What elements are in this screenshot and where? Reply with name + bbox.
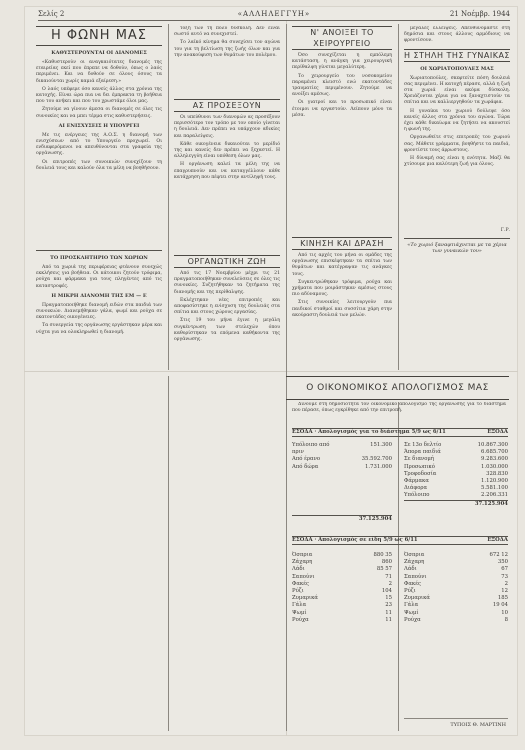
- row-value: 71: [385, 573, 392, 580]
- page-number: Σελίς 2: [38, 10, 65, 18]
- row-label: Ζάχαρη: [292, 559, 313, 566]
- total-value: 37.125.904: [358, 515, 392, 522]
- article-paragraph: Με τις ενέργειες της Α.Ο.Σ. η διανομή των ενισχύσεων από το Υπουργείο προχωρεί. Οι ενδιαφερόμενοι να απευθύνονται στα γραφεία της οργάνωσης.: [36, 132, 162, 157]
- accounts-intro: [292, 402, 506, 424]
- row-value: 35.592.700: [361, 456, 392, 463]
- article-paragraph: Εκλέχτηκαν νέες επιτροπές και αποφασίστηκε η ενίσχυση της δουλειάς στα σπίτια και στους χώρους εργασίας.: [174, 297, 280, 316]
- table-total-row: [404, 500, 508, 508]
- row-value: 328.830: [486, 470, 508, 477]
- table-row: [404, 574, 508, 581]
- row-value: 67: [501, 566, 508, 573]
- row-label: Όσπρια: [404, 552, 425, 558]
- table-header-income: ΕΣΟΔΑ · Απολογισμός σε είδη 5/9 ως 6/11: [292, 537, 418, 543]
- table-row: [404, 464, 508, 471]
- row-label: Ρύζι: [404, 588, 416, 595]
- row-label: Φακές: [404, 580, 421, 587]
- article-paragraph: Οι υπεύθυνοι των διανομών ας προσέξουν περισσότερο τον τρόπο με τον οποίο γίνεται η δουλειά. Δεν πρέπει να υπάρχουν αδικίες και παραλείψεις.: [174, 115, 280, 139]
- article-subheading: ΚΑΘΥΣΤΕΡΟΥΝΤΑΙ ΟΙ ΔΙΑΝΟΜΕΣ: [51, 50, 147, 56]
- row-label: Τροφοδοσία: [404, 470, 437, 477]
- table-row: [404, 471, 508, 478]
- row-value: 2: [388, 580, 392, 587]
- row-label: Ζυμαρικά: [292, 595, 318, 602]
- table-row: [404, 559, 508, 566]
- table-row: [404, 602, 508, 609]
- article-subheading: ΑΙ ΕΝΙΣΧΥΣΕΙΣ Η ΥΠΟΥΡΓΕΙ: [58, 122, 140, 129]
- row-value: 880 35: [373, 552, 392, 558]
- article-paragraph: Τα συνεργεία της οργάνωσης εργάστηκαν μέρα και νύχτα για να ολοκληρωθεί η διανομή.: [36, 323, 162, 335]
- row-label: Υπόλοιπο: [404, 492, 430, 499]
- table-row: [292, 595, 392, 602]
- table-row: [404, 566, 508, 573]
- row-label: Σε 13ο δελτίο: [404, 442, 442, 448]
- row-value: 151.300: [370, 442, 392, 448]
- article-heading-womens-column: Η ΣΤΗΛΗ ΤΗΣ ΓΥΝΑΙΚΑΣ: [404, 50, 510, 60]
- row-value: 9.283.600: [481, 456, 508, 463]
- column-1: [36, 26, 162, 731]
- article-paragraph: Από τις αρχές του μήνα οι ομάδες της οργάνωσης επισκέφτηκαν τα σπίτια των θυμάτων και κατέγραψαν τις ανάγκες τους.: [292, 253, 392, 277]
- article-paragraph: μεγάλες ελλείψεις. Απευθυνόμαστε στη δημόσια και στους άλλους αρμόδιους να φροντίσουν.: [404, 26, 510, 44]
- section-rule: [36, 250, 162, 251]
- article-paragraph: Η δύναμή σας είναι η ενότητα. Μαζί θα χτίσουμε μια καλύτερη ζωή για όλους.: [404, 156, 510, 168]
- row-value: 1.731.000: [365, 463, 392, 470]
- row-label: Λάδι: [292, 566, 305, 573]
- article-subheading: ΟΙ ΧΩΡΙΑΤΟΠΟΥΛΕΣ ΜΑΣ: [420, 65, 494, 72]
- row-label: Ψωμί: [404, 609, 419, 616]
- article-heading-action: ΚΙΝΗΣΗ ΚΑΙ ΔΡΑΣΗ: [292, 237, 392, 250]
- row-label: Σαπούνι: [292, 573, 315, 580]
- row-label: Προσωπικό: [404, 463, 435, 470]
- row-value: 11: [385, 609, 392, 616]
- column-rule: [398, 402, 399, 731]
- article-paragraph: Οργανωθείτε στις επιτροπές του χωριού σας. Μάθετε γράμματα, βοηθήστε τα παιδιά, φροντίστε τους άρρωστους.: [404, 135, 510, 153]
- article-paragraph: τοξη των τη πολύ δυσκολη. Δεν είναι σωστό αυτό να συνεχιστεί.: [174, 26, 280, 38]
- row-label: Διάφορα: [404, 485, 428, 492]
- article-paragraph: Στις συνοικίες λειτουργούν πια παιδικοί σταθμοί και συσσίτια χάρη στην ακούραστη δουλειά των μελών.: [292, 300, 392, 318]
- article-paragraph: Στις 19 του μήνα έγινε η μεγάλη συγκέντρωση των στελεχών όπου καθορίστηκαν τα επόμενα καθήκοντα της οργάνωσης.: [174, 318, 280, 343]
- article-paragraph: Πραγματοποιήθηκε διανομή ειδών στα παιδιά των συνοικιών. Διανεμήθηκαν γάλα, ψωμί και ρούχα σε εκατοντάδες οικογένειες.: [36, 302, 162, 321]
- article-heading-surgery: Ν' ΑΝΟΙΞΕΙ ΤΟ ΧΕΙΡΟΥΡΓΕΙΟ: [292, 26, 392, 50]
- table-row: [292, 574, 392, 581]
- row-label: Λάδι: [404, 566, 417, 573]
- row-label: Γάλα: [292, 602, 307, 609]
- row-value: 1.120.900: [481, 478, 508, 485]
- column-rule: [168, 24, 169, 370]
- row-value: 104: [381, 588, 392, 595]
- row-value: 2.206.331: [481, 492, 508, 499]
- newspaper-title: «ΑΛΛΗΛΕΓΓΥΗ»: [237, 10, 311, 18]
- table-header-expense: ΕΞΟΔΑ: [487, 537, 508, 543]
- article-paragraph: Χωριατοπούλες, σκεφτείτε πόση δουλειά σας περιμένει. Η κατοχή πέρασε, αλλά η ζωή στα χωριά είναι ακόμα δύσκολη. Χρειάζονται χέρια για να ξαναχτιστούν τα σπίτια και να καλλιεργηθούν τα χωράφια.: [404, 75, 510, 106]
- row-label: Ρούχα: [292, 616, 309, 623]
- row-label: Ζυμαρικά: [404, 595, 430, 602]
- row-value: 10: [501, 609, 508, 616]
- column-2: [174, 26, 280, 731]
- row-value: 23: [385, 602, 392, 609]
- row-value: 12: [501, 588, 508, 595]
- article-paragraph: Οι γιατροί και το προσωπικό είναι έτοιμοι να εργαστούν. Λείπουν μόνο τα μέσα.: [292, 100, 392, 118]
- row-value: 73: [501, 573, 508, 580]
- article-paragraph: «Καθυστερούν οι αναγκαιότατες διανομές της εταιρείας εκεί που έπρεπε να δοθούν, όπως ο λαός περιμένει. Και να δοθούν σε όλους όσους τα δικαιούνται χωρίς καμιά εξαίρεση.»: [36, 60, 162, 84]
- article-paragraph: Ζητούμε να γίνουν άμεσα οι διανομές σε όλες τις συνοικίες και να μπει τέρμα στις καθυστερήσεις.: [36, 107, 162, 119]
- table-row: [292, 559, 392, 566]
- table-row: [292, 610, 392, 617]
- row-value: 5.581.100: [481, 485, 508, 492]
- income-list: [292, 442, 392, 523]
- newspaper-page: [24, 6, 518, 736]
- section-rule: [404, 238, 510, 239]
- column-3: [292, 26, 392, 370]
- row-value: 85 57: [376, 566, 392, 573]
- row-value: 1.030.000: [481, 463, 508, 470]
- article-paragraph: Η γυναίκα του χωριού δούλεψε όσο κανείς άλλος στα χρόνια του αγώνα. Τώρα έχει κάθε δικαίωμα να ζητήσει να ακουστεί η φωνή της.: [404, 108, 510, 133]
- table-row: [404, 617, 508, 624]
- table-row: [292, 456, 392, 463]
- article-paragraph: Οι επιτροπές των συνοικιών συνεχίζουν τη δουλειά τους και καλούν όλα τα μέλη να βοηθήσουν.: [36, 159, 162, 171]
- row-label: Σαπούνι: [404, 573, 427, 580]
- article-paragraph: Κάθε οικογένεια δικαιούται το μερίδιό της και κανείς δεν πρέπει να ξεχαστεί. Η αλληλεγγύη είναι υπόθεση όλων μας.: [174, 141, 280, 160]
- article-paragraph: Η οργάνωση καλεί τα μέλη της να επαγρυπνούν και να καταγγέλλουν κάθε κατάχρηση που πέφτει στην αντίληψή τους.: [174, 162, 280, 180]
- table-header: [292, 428, 508, 437]
- footer-rule: [404, 718, 508, 719]
- table-row: [292, 617, 392, 624]
- masthead: [38, 8, 510, 21]
- goods-income-list: [292, 552, 392, 624]
- row-value: 185: [497, 595, 508, 602]
- table-header: [292, 536, 508, 545]
- row-value: 2: [504, 580, 508, 587]
- row-label: Φακές: [292, 580, 309, 587]
- table-total-row: [292, 515, 392, 523]
- column-4: [404, 26, 510, 370]
- table-row: [404, 581, 508, 588]
- article-subheading: Η ΜΙΚΡΗ ΔΙΑΝΟΜΗ ΤΗΣ ΕΜ — Ε: [51, 292, 147, 299]
- article-paragraph: Συγκεντρώθηκαν τρόφιμα, ρούχα και χρήματα που μοιράστηκαν αμέσως στους πιο αδύναμους.: [292, 279, 392, 298]
- row-value: 11: [385, 616, 392, 623]
- row-value: 8: [504, 616, 508, 623]
- article-subheading: ΤΟ ΠΡΟΣΚΛΗΤΗΡΙΟ ΤΩΝ ΧΩΡΙΩΝ: [50, 255, 148, 262]
- article-paragraph: Το λαϊκό κίνημα θα συνεχίσει τον αγώνα του για τη βελτίωση της ζωής όλων και για την ανακούφιση των θυμάτων του πολέμου.: [174, 40, 280, 58]
- expense-list: [404, 442, 508, 508]
- table-row: [292, 442, 392, 456]
- table-row: [404, 595, 508, 602]
- row-label: Ρούχα: [404, 616, 421, 623]
- table-header-income: ΕΣΟΔΑ · Απολογισμός για το διάστημα 5/9 ως 6/11: [292, 429, 446, 435]
- table-row: [404, 456, 508, 463]
- goods-expense-list: [404, 552, 508, 624]
- row-value: 15: [385, 595, 392, 602]
- money-account-table: [292, 426, 508, 439]
- row-value: 6.685.700: [481, 449, 508, 456]
- article-paragraph: Δίνουμε στη δημοσιότητα τον οικονομικό απολογισμό της οργάνωσης για το διάστημα που πέρασε, όπως εγκρίθηκε από την επιτροπή.: [292, 402, 506, 414]
- table-row: [404, 492, 508, 499]
- table-row: [292, 602, 392, 609]
- article-paragraph: Ο λαός υπέφερε όσο κανείς άλλος στα χρόνια της κατοχής. Είναι ώρα πια να δει έμπρακτα τη βοήθεια που του ανήκει και που του χρωστάμε όλοι μας.: [36, 86, 162, 105]
- column-rule: [168, 376, 169, 731]
- table-row: [404, 610, 508, 617]
- article-paragraph: Από τις 17 Νοεμβρίου μέχρι τις 21 πραγματοποιήθηκαν συνελεύσεις σε όλες τις συνοικίες. Συζητήθηκαν τα ζητήματα της διανομής και της περίθαλψης.: [174, 271, 280, 295]
- row-label: Ψωμί: [292, 609, 307, 616]
- article-heading-voice: Η ΦΩΝΗ ΜΑΣ: [36, 26, 162, 46]
- row-value: 19 04: [492, 602, 508, 609]
- printer-imprint: ΤΥΠΟΙΣ Θ. ΜΑΡΤΙΝΗ: [450, 722, 506, 728]
- row-value: 672 12: [489, 552, 508, 558]
- article-paragraph: Όσο συνεχίζεται η εμπόλεμη κατάσταση, η ανάγκη για χειρουργική περίθαλψη γίνεται μεγαλύτερη.: [292, 53, 392, 71]
- table-row: [292, 566, 392, 573]
- row-label: Άπορα παιδιά: [404, 449, 441, 456]
- row-label: Ζάχαρη: [404, 559, 425, 566]
- row-label: Από έρανο: [292, 456, 321, 463]
- issue-date: 21 Νοέμβρ. 1944: [449, 10, 510, 18]
- total-value: 37.125.904: [474, 500, 508, 507]
- row-value: 350: [497, 559, 508, 566]
- article-heading-organization: ΟΡΓΑΝΩΤΙΚΗ ΖΩΗ: [174, 255, 280, 268]
- row-label: Φάρμακα: [404, 478, 429, 485]
- article-quote: «Το χωριό ξαναφτιάχνεται με τα χέρια των γυναικών του»: [407, 241, 507, 254]
- row-label: Γάλα: [404, 602, 419, 609]
- accounts-heading: Ο ΟΙΚΟΝΟΜΙΚΟΣ ΑΠΟΛΟΓΙΣΜΟΣ ΜΑΣ: [286, 376, 509, 400]
- row-value: 10.867.300: [477, 442, 508, 448]
- table-header-expense: ΕΞΟΔΑ: [487, 429, 508, 435]
- column-rule: [398, 24, 399, 370]
- article-heading-attention: ΑΣ ΠΡΟΣΕΞΟΥΝ: [174, 99, 280, 112]
- row-label: Ρύζι: [292, 588, 304, 595]
- row-label: Σε διανομή: [404, 456, 435, 463]
- row-value: 860: [381, 559, 392, 566]
- row-label: Όσπρια: [292, 552, 313, 558]
- article-signature: Γ.Ρ.: [500, 228, 510, 234]
- goods-account-table: [292, 534, 508, 547]
- article-paragraph: Το χειρουργείο του νοσοκομείου παραμένει κλειστό ενώ εκατοντάδες τραυματίες περιμένουν. Ζητούμε να ανοίξει αμέσως.: [292, 73, 392, 98]
- row-label: Από δώρα: [292, 463, 319, 470]
- row-label: Υπόλοιπο από πριν: [292, 442, 330, 456]
- table-row: [292, 581, 392, 588]
- article-paragraph: Από τα χωριά της περιφέρειας φτάνουν συνεχώς εκκλήσεις για βοήθεια. Οι κάτοικοι ζητούν τρόφιμα, ρούχα και φάρμακα για τους πληγέντες από τις καταστροφές.: [36, 265, 162, 289]
- table-row: [292, 464, 392, 471]
